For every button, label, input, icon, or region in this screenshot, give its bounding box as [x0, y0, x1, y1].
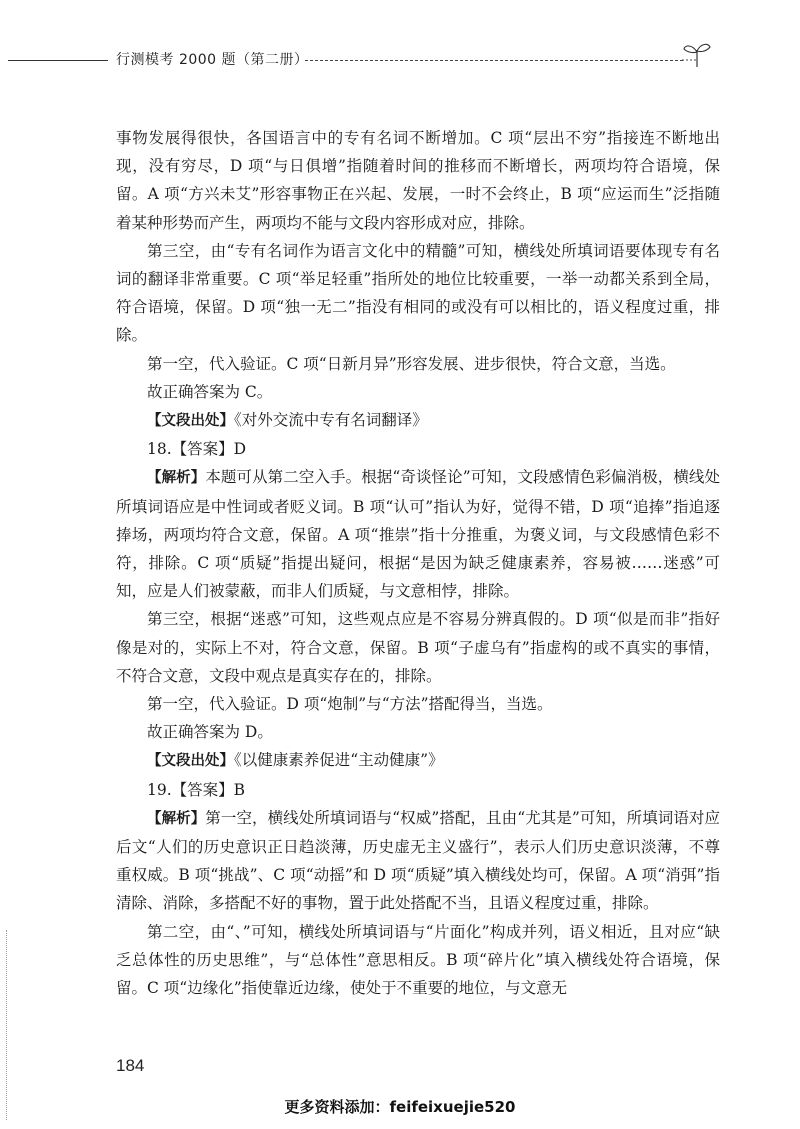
binding-margin-dots [6, 930, 9, 1120]
footer-watermark-text: 更多资料添加：feifeixuejie520 [284, 1098, 516, 1116]
paragraph-analysis-19: 【解析】第一空，横线处所填词语与“权威”搭配，且由“尤其是”可知，所填词语对应后文“人们的历史意识正日趋淡薄，历史虚无主义盛行”，表示人们历史意识淡薄，不尊重权威。B 项“挑战”、C 项“动摇”和 D 项“质疑”填入横线处均可，保留。A 项“消弭”指清除、消除，多搭配不好的事物，置于此处搭配不当，且语义程度过重，排除。 [116, 808, 720, 913]
header-rule-left [8, 60, 108, 61]
paragraph-analysis-18: 【解析】本题可从第二空入手。根据“奇谈怪论”可知，文段感情色彩偏消极，横线处所填词语应是中性词或者贬义词。B 项“认可”指认为好，觉得不错，D 项“追捧”指追逐捧场，两项均符合文意，保留。A 项“推崇”指十分推重，为褒义词，与文段感情色彩不符，排除。C 项“质疑”指提出疑问，根据“是因为缺乏健康素养，容易被……迷惑”可知，应是人们被蒙蔽，而非人们质疑，与文意相悖，排除。 [116, 468, 720, 601]
sprout-icon [682, 40, 712, 68]
header-title: 行测模考 2000 题（第二册） [116, 52, 309, 68]
paragraph-third-blank-analysis: 第三空，由“专有名词作为语言文化中的精髓”可知，横线处所填词语要体现专有名词的翻译非常重要。C 项“举足轻重”指所处的地位比较重要，一举一动都关系到全局，符合语境，保留。D 项“独一无二”指没有相同的或没有可以相比的，语义程度过重，排除。 [116, 241, 720, 345]
page-body [116, 124, 720, 1002]
paragraph-continuation: 事物发展得很快，各国语言中的专有名词不断增加。C 项“层出不穷”指接连不断地出现，没有穷尽，D 项“与日俱增”指随着时间的推移而不断增长，两项均符合语境，保留。A 项“方兴未艾”形容事物正在兴起、发展，一时不会终止，B 项“应运而生”泛指随着某种形势而产生，两项均不能与文段内容形成对应，排除。 [116, 129, 720, 232]
paragraph-source: 【文段出处】《对外交流中专有名词翻译》 [147, 411, 428, 430]
paragraph-answer-conclusion: 故正确答案为 C。 [147, 382, 273, 401]
source-label: 【文段出处】 [147, 753, 234, 770]
analysis-label: 【解析】 [147, 470, 206, 487]
paragraph-source-18: 【文段出处】《以健康素养促进“主动健康”》 [147, 751, 444, 770]
paragraph-second-blank-19: 第二空，由“、”可知，横线处所填词语与“片面化”构成并列，语义相近，且对应“缺乏总体性的历史思维”，与“总体性”意思相反。B 项“碎片化”填入横线处符合语境，保留。C 项“边缘化”指使靠近边缘，使处于不重要的地位，与文意无 [116, 922, 720, 998]
paragraph-answer-18: 18.【答案】D [147, 440, 247, 459]
page-number: 184 [116, 1056, 145, 1075]
paragraph-answer-19: 19.【答案】B [147, 780, 246, 799]
paragraph-third-blank-18: 第三空，根据“迷惑”可知，这些观点应是不容易分辨真假的。D 项“似是而非”指好像是对的，实际上不对，符合文意，保留。B 项“子虚乌有”指虚构的或不真实的事情，不符合文意，文段中观点是真实存在的，排除。 [116, 610, 720, 685]
paragraph-first-blank-check: 第一空，代入验证。C 项“日新月异”形容发展、进步很快，符合文意，当选。 [147, 354, 676, 373]
paragraph-first-blank-18: 第一空，代入验证。D 项“炮制”与“方法”搭配得当，当选。 [147, 695, 553, 714]
paragraph-conclusion-18: 故正确答案为 D。 [147, 723, 273, 742]
source-label: 【文段出处】 [147, 413, 234, 430]
header-rule-right [305, 60, 683, 61]
analysis-label: 【解析】 [147, 810, 206, 827]
running-header [0, 40, 800, 70]
